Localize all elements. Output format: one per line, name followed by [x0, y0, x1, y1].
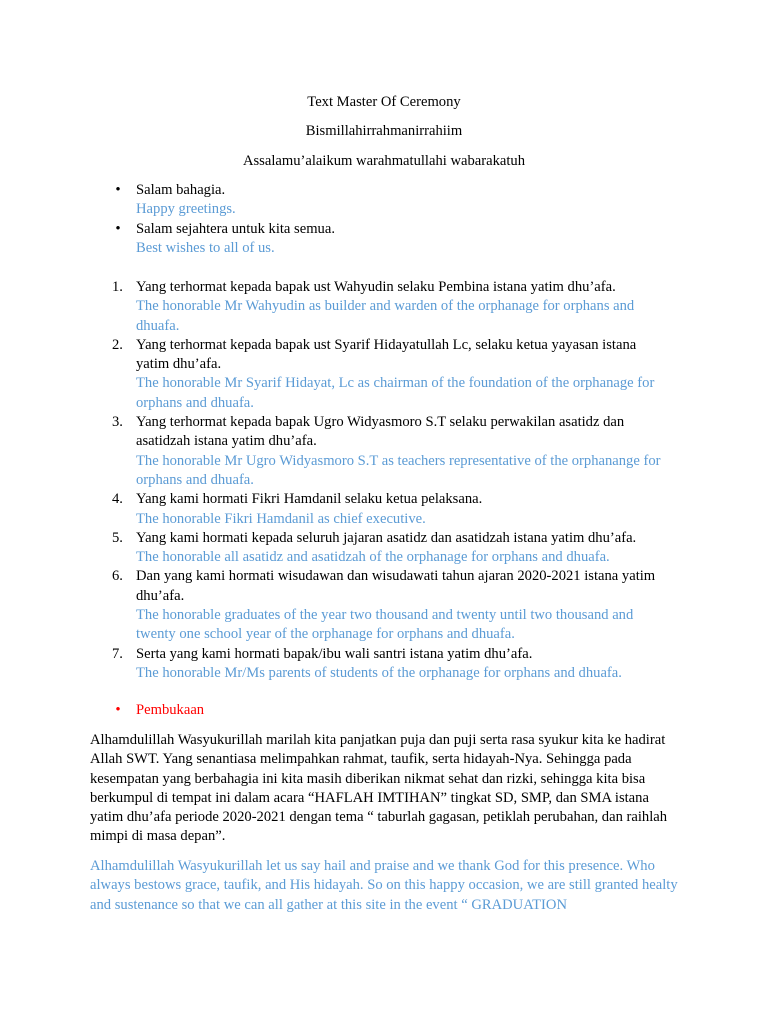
honorific-translation: The honorable Fikri Hamdanil as chief executive. — [136, 510, 426, 527]
honorific-text: Yang terhormat kepada bapak ust Syarif Hidayatullah Lc, selaku ketua yayasan istana yatim dhu’afa. — [136, 336, 637, 373]
greetings-list — [112, 181, 672, 258]
basmalah-line: Bismillahirrahmanirrahiim — [305, 123, 463, 139]
opening-heading-list — [112, 701, 672, 720]
honorifics-list — [112, 278, 672, 683]
honorific-text: Dan yang kami hormati wisudawan dan wisudawati tahun ajaran 2020-2021 istana yatim dhu’afa. — [136, 568, 656, 604]
list-item — [112, 645, 672, 684]
honorific-text: Yang kami hormati kepada seluruh jajaran asatidz dan asatidzah istana yatim dhu’afa. — [136, 529, 637, 546]
list-item — [112, 181, 672, 220]
document-title: Text Master Of Ceremony — [307, 94, 461, 110]
list-number: 5. — [112, 529, 123, 546]
honorific-text: Serta yang kami hormati bapak/ibu wali santri istana yatim dhu’afa. — [136, 645, 533, 662]
section-heading — [112, 701, 672, 720]
greeting-translation: Happy greetings. — [136, 201, 236, 218]
bullet-icon: • — [115, 182, 121, 198]
honorific-translation: The honorable Mr/Ms parents of students of the orphanage for orphans and dhuafa. — [136, 664, 622, 681]
opening-translation: Alhamdulillah Wasyukurillah let us say hail and praise and we thank God for this presence. Who always bestows grace, taufik, and His hidayah. So on this happy occasion, we are still granted healty and sustenance so that we can all gather at this site in the event “ GRADUATION — [90, 858, 678, 913]
greeting-text: Salam sejahtera untuk kita semua. — [136, 220, 335, 237]
list-number: 3. — [112, 414, 123, 431]
list-number: 7. — [112, 645, 123, 662]
list-item — [112, 490, 672, 529]
honorific-translation: The honorable graduates of the year two thousand and twenty until two thousand and twenty one school year of the orphanage for orphans and dhuafa. — [136, 607, 634, 643]
list-item — [112, 529, 672, 568]
list-item — [112, 220, 672, 259]
bullet-icon: • — [115, 220, 121, 237]
list-number: 2. — [112, 336, 123, 353]
list-item — [112, 278, 672, 336]
opening-paragraph: Alhamdulillah Wasyukurillah marilah kita panjatkan puja dan puji serta rasa syukur kita ke hadirat Allah SWT. Yang senantiasa melimpahkan rahmat, taufik, serta hidayah-Nya. Sehingga pada kesempatan yang berbahagia ini kita masih diberikan nikmat sehat dan rizki, sehingga kita bisa berkumpul di tempat ini dalam acara “HAFLAH IMTIHAN” tingkat SD, SMP, dan SMA istana yatim dhu’afa periode 2020-2021 dengan tema “ taburlah gagasan, petiklah perubahan, dan raihlah mimpi di masa depan”. — [90, 732, 668, 845]
opening-heading: Pembukaan — [136, 702, 205, 718]
bullet-icon: • — [115, 702, 121, 718]
list-number: 6. — [112, 568, 123, 585]
list-number: 1. — [112, 279, 123, 295]
honorific-text: Yang terhormat kepada bapak ust Wahyudin selaku Pembina istana yatim dhu’afa. — [136, 279, 616, 295]
honorific-translation: The honorable Mr Wahyudin as builder and warden of the orphanage for orphans and dhuafa. — [136, 298, 635, 334]
greeting-text: Salam bahagia. — [136, 182, 226, 198]
honorific-translation: The honorable Mr Ugro Widyasmoro S.T as teachers representative of the orphanange for orphans and dhuafa. — [136, 452, 661, 488]
honorific-text: Yang terhormat kepada bapak Ugro Widyasmoro S.T selaku perwakilan asatidz dan asatidzah istana yatim dhu’afa. — [136, 414, 625, 450]
honorific-translation: The honorable Mr Syarif Hidayat, Lc as chairman of the foundation of the orphanage for orphans and dhuafa. — [136, 375, 655, 411]
list-item — [112, 567, 672, 644]
salam-line: Assalamu’alaikum warahmatullahi wabarakatuh — [242, 153, 526, 169]
greeting-translation: Best wishes to all of us. — [136, 239, 275, 256]
list-item — [112, 413, 672, 490]
list-item — [112, 336, 672, 413]
list-number: 4. — [112, 491, 123, 508]
honorific-text: Yang kami hormati Fikri Hamdanil selaku ketua pelaksana. — [136, 491, 483, 508]
honorific-translation: The honorable all asatidz and asatidzah of the orphanage for orphans and dhuafa. — [136, 549, 610, 566]
